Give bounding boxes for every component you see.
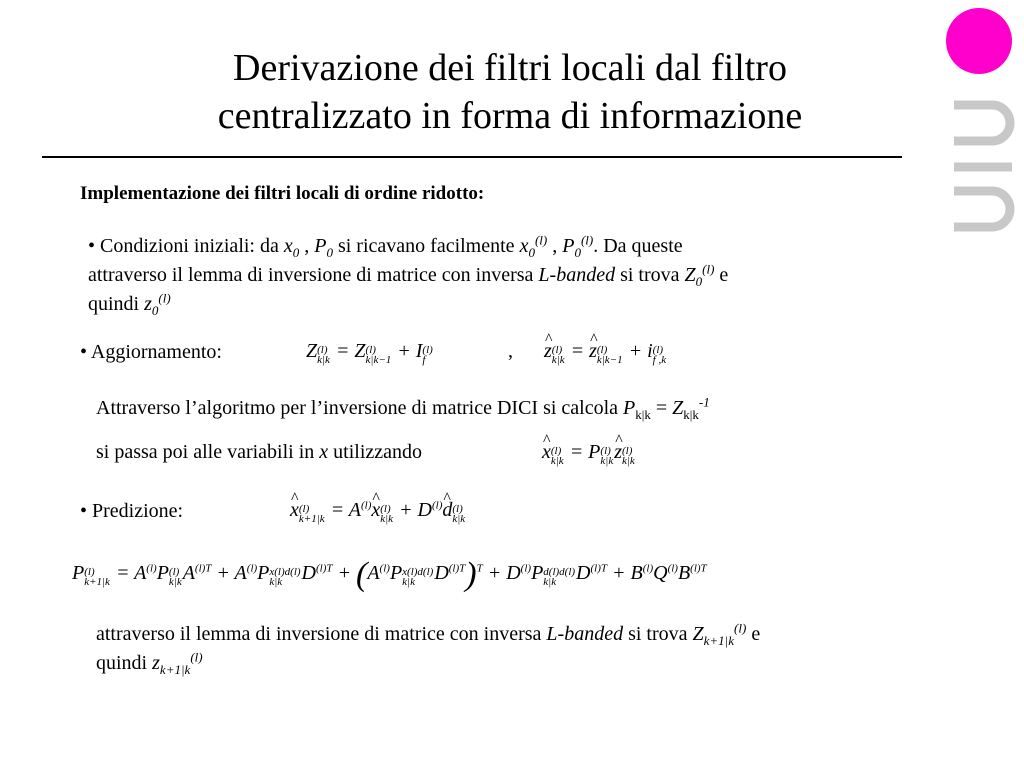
closing-text	[96, 620, 956, 678]
initial-line-2: attraverso il lemma di inversione di matrice con inversa L-banded si trova $Z_0^{(l)}$ e	[88, 261, 729, 289]
prediction-formula-p: P (l) k+1|k = $A^{(l)}P$ (l) k|k $A^{(l)T} + A^{(l)}P$ x(l)d(l) k|k $D^{(l)T} + (A^{(l)}P$ x(l)d(l) k|k $D^{(l)T})^T + D^{(l)}P$ d(l)d(l) k|k $D^{(l)T} + B^{(l)}Q^{(l)}B^{(l)T}$	[72, 556, 707, 593]
title-line-2: centralizzato in forma di informazione	[217, 95, 803, 137]
title-divider	[42, 156, 902, 158]
pass-formula: ^ x (l) k|k = P (l) k|k ^ z (l) k|k	[542, 441, 636, 466]
closing-line-1: attraverso il lemma di inversione di matrice con inversa L-banded si trova $Z_{k+1|k}^{(l)}$ e	[96, 620, 761, 648]
prediction-label: • Predizione:	[80, 500, 184, 522]
formula-comma: ,	[508, 340, 513, 362]
dici-line: Attraverso l’algoritmo per l’inversione di matrice DICI si calcola $P_{k|k} = Z_{k|k}^{-1}$	[96, 394, 710, 422]
update-label: • Aggiornamento:	[80, 341, 222, 363]
section-subtitle: Implementazione dei filtri locali di ordine ridotto:	[80, 183, 485, 204]
update-formula-z: Z (l) k|k = Z (l) k|k−1 + I (l) f	[306, 340, 433, 366]
initial-conditions	[88, 232, 928, 319]
initial-line-1: • Condizioni iniziali: da $x_0$ , $P_0$ si ricavano facilmente $x_0^{(l)}$ , $P_0^{(l)}$. Da queste	[88, 232, 683, 260]
title-line-1: Derivazione dei filtri locali dal filtro	[233, 47, 787, 89]
logo-dot-icon	[946, 8, 1012, 74]
update-formula-zhat: ^ z (l) k|k = ^ z (l) k|k−1 + i (l) f ,k	[544, 340, 667, 365]
closing-line-2: quindi $z_{k+1|k}^{(l)}$	[96, 649, 203, 677]
unit-logo-icon	[950, 95, 1020, 235]
prediction-formula-x: ^ x (l) k+1|k = $A^{(l)}\^{}$ x (l) k|k + $D^{(l)}\^{}$ d (l) k|k	[290, 499, 466, 524]
pass-line: si passa poi alle variabili in x utilizzando	[96, 441, 423, 463]
initial-line-3: quindi $z_0^{(l)}$	[88, 290, 171, 318]
page-title	[100, 44, 920, 140]
